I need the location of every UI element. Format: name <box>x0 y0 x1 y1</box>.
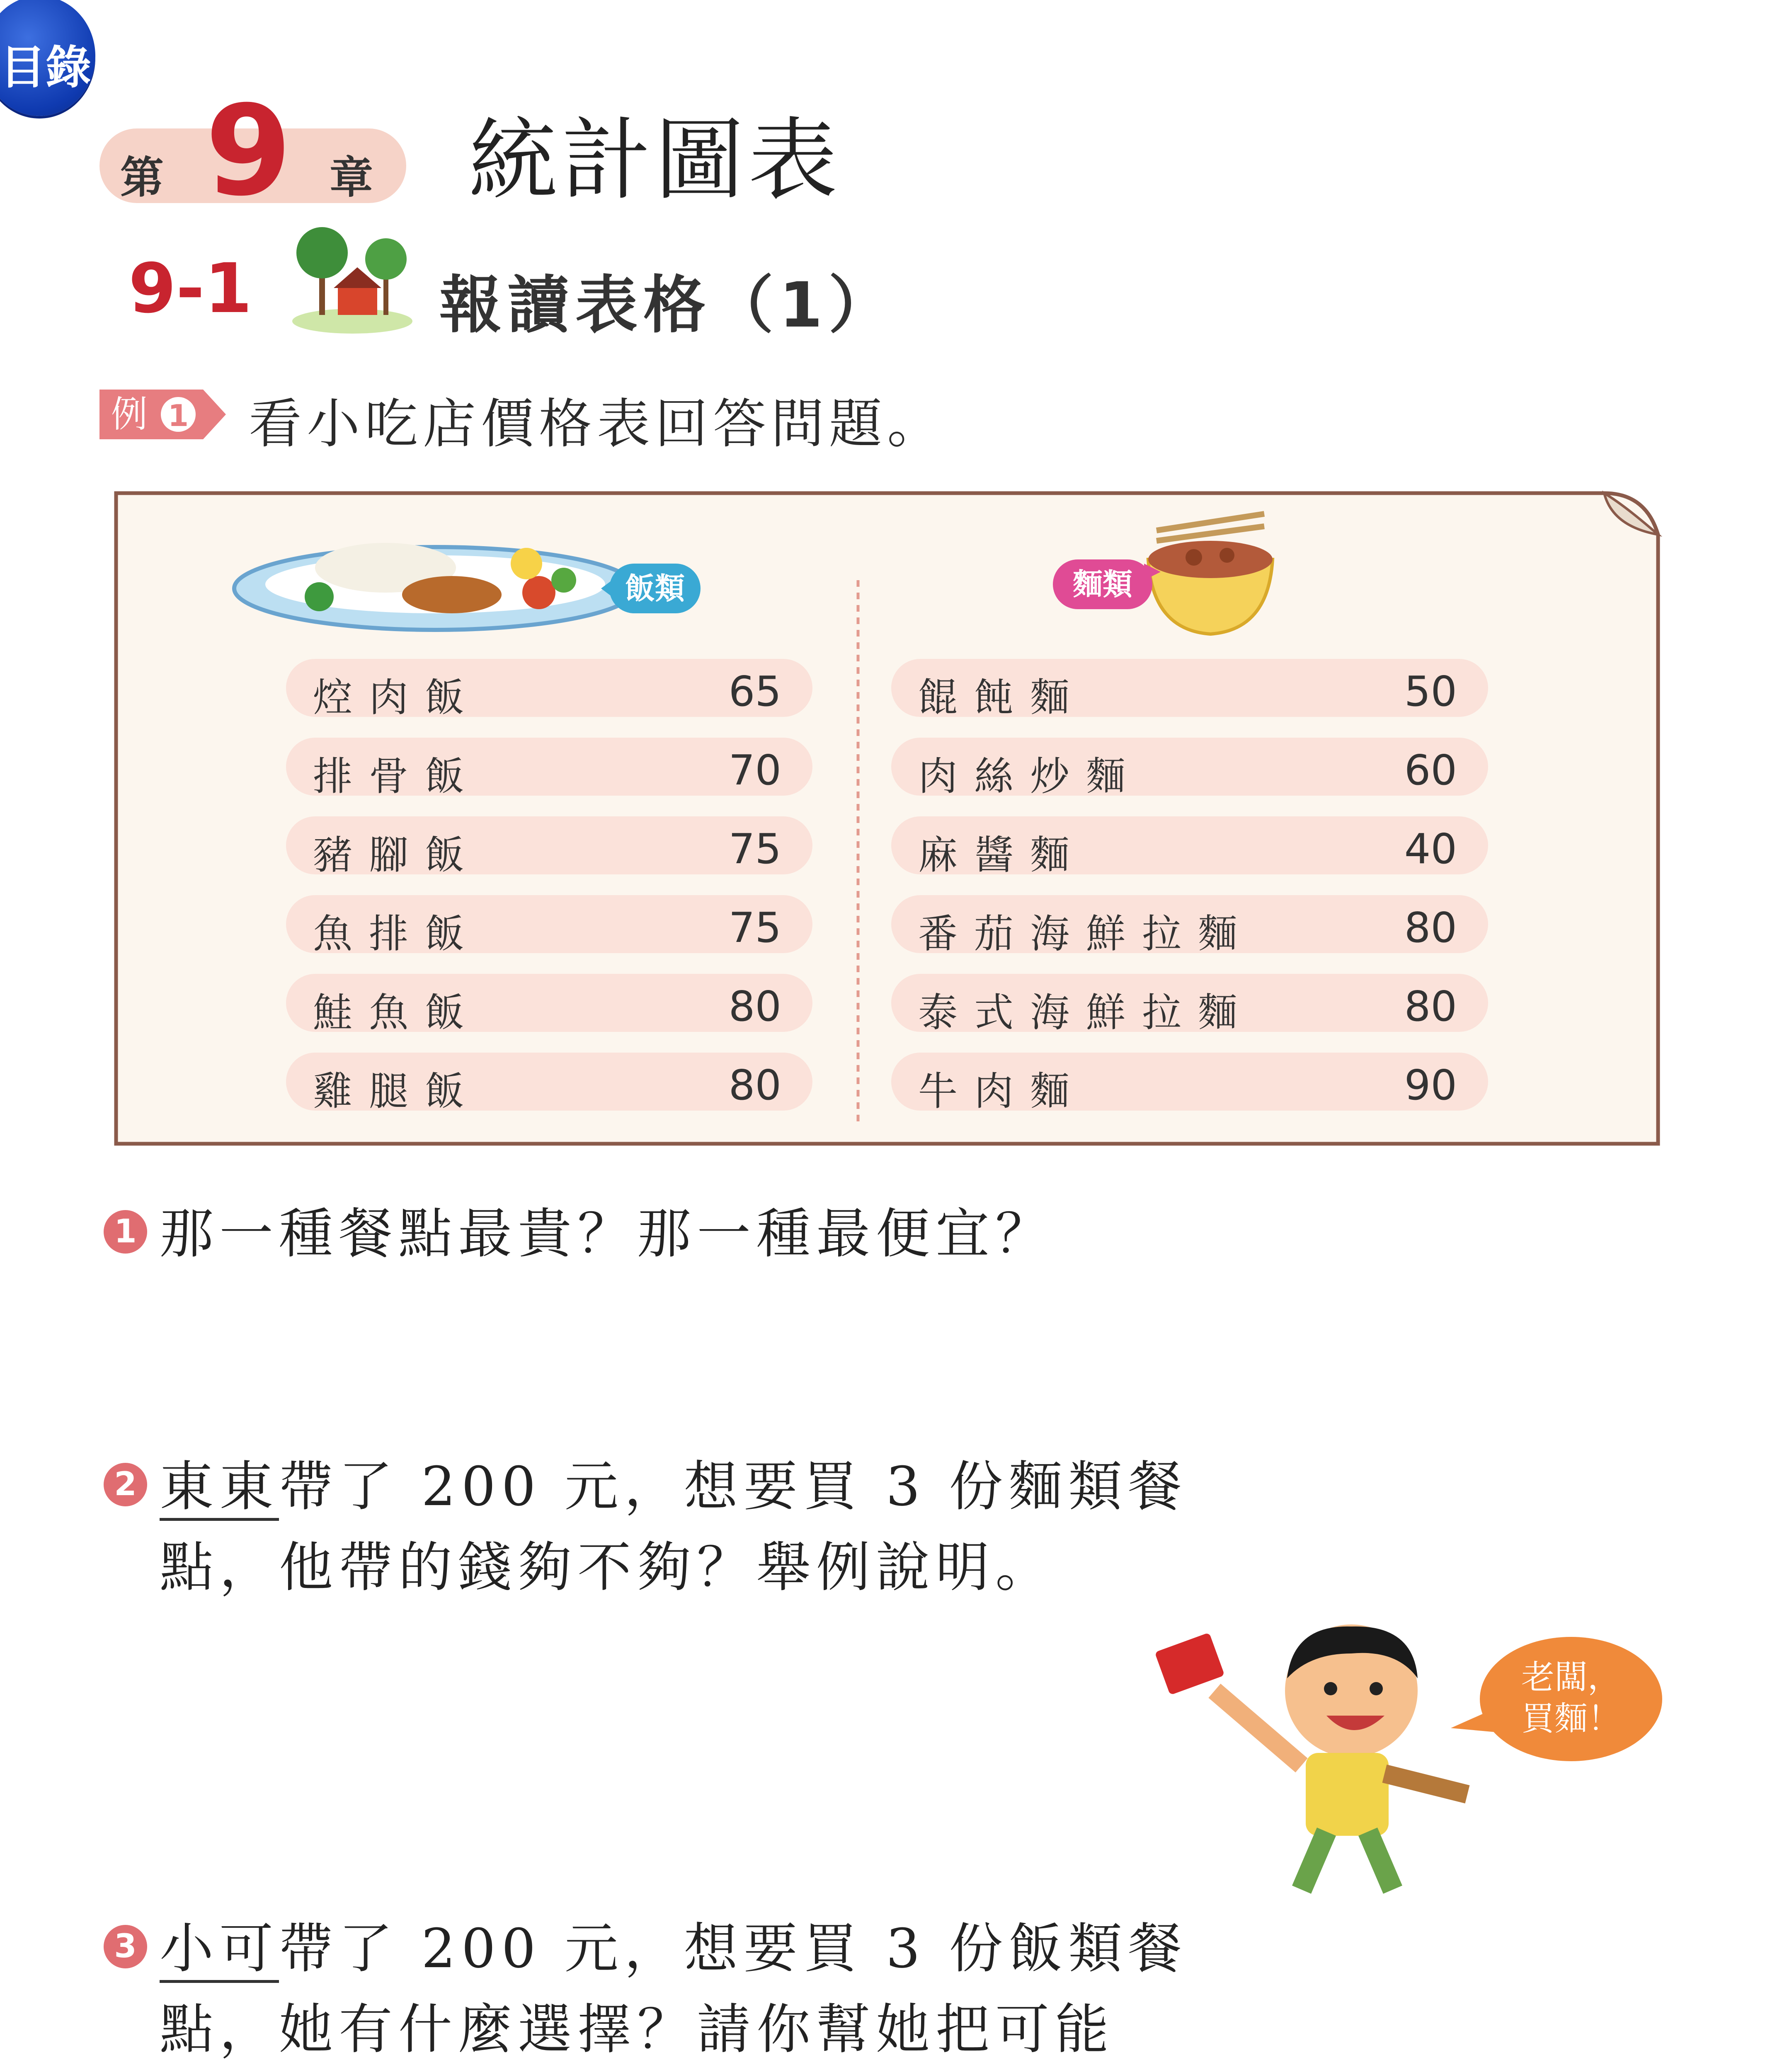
menu-item-name: 泰式海鮮拉麵 <box>918 990 1254 1036</box>
student-name: 東東 <box>160 1455 279 1521</box>
menu-item-price: 65 <box>728 667 781 716</box>
example-label: 例 <box>111 393 148 436</box>
boy-illustration <box>1152 1616 1691 1906</box>
menu-item-price: 80 <box>1404 982 1457 1031</box>
menu-row <box>286 1053 812 1114</box>
menu-item-name: 豬腳飯 <box>313 833 481 878</box>
menu-row <box>891 816 1488 878</box>
menu-item-price: 75 <box>728 903 781 952</box>
question-line <box>160 1446 1188 1527</box>
question-text: 帶了 200 元，想要買 3 份飯類餐 <box>279 1917 1188 1980</box>
question-text <box>160 2070 697 2072</box>
section-number: 9-1 <box>128 249 252 328</box>
menu-row <box>286 816 812 878</box>
menu-item-name: 鮭魚飯 <box>313 990 481 1036</box>
menu-item-price: 80 <box>728 982 781 1031</box>
chapter-prefix: 第 <box>120 152 164 203</box>
menu-row <box>286 974 812 1036</box>
question-line <box>160 1908 1188 1989</box>
menu-row <box>891 659 1488 721</box>
menu-item-name: 焢肉飯 <box>313 675 481 721</box>
menu-item-price: 90 <box>1404 1061 1457 1109</box>
menu-item-name: 魚排飯 <box>313 911 481 957</box>
menu-row <box>286 738 812 799</box>
menu-item-name: 肉絲炒麵 <box>918 754 1142 799</box>
speech-line: 老闆， <box>1521 1658 1621 1697</box>
toc-button[interactable] <box>0 0 95 116</box>
question-number: 2 <box>104 1463 147 1506</box>
chapter-suffix: 章 <box>330 152 373 203</box>
menu-item-name: 排骨飯 <box>313 754 481 799</box>
chapter-pill <box>99 79 406 223</box>
menu-row <box>286 659 812 721</box>
menu-item-price: 75 <box>728 825 781 873</box>
question-text: 點，他帶的錢夠不夠？舉例說明。 <box>160 1536 1055 1599</box>
question-text: 帶了 200 元，想要買 3 份麵類餐 <box>279 1455 1188 1518</box>
student-name: 小可 <box>160 1917 279 1983</box>
noodle-category-tag: 麵類 <box>1053 559 1152 609</box>
speech-line: 買麵！ <box>1521 1699 1621 1738</box>
menu-item-name: 餛飩麵 <box>918 675 1086 721</box>
rice-category-tag: 飯類 <box>609 564 701 613</box>
trees-house-icon <box>290 224 415 336</box>
menu-row <box>891 974 1488 1036</box>
menu-item-price: 80 <box>1404 903 1457 952</box>
menu-item-name: 雞腿飯 <box>313 1069 481 1114</box>
menu-item-price: 40 <box>1404 825 1457 873</box>
example-prompt: 看小吃店價格表回答問題。 <box>249 393 946 455</box>
chapter-number: 9 <box>205 79 292 223</box>
chapter-title: 統計圖表 <box>468 108 841 212</box>
menu-row <box>891 1053 1488 1114</box>
menu-item-price: 70 <box>728 746 781 794</box>
toc-label: 目錄 <box>0 41 91 94</box>
question-number: 1 <box>104 1210 147 1254</box>
question-text: 那一種餐點最貴？那一種最便宜？ <box>160 1202 1055 1265</box>
example-number: 1 <box>167 398 189 433</box>
menu-item-price: 80 <box>728 1061 781 1109</box>
menu-row <box>286 895 812 957</box>
menu-row <box>891 895 1488 957</box>
menu-item-name: 牛肉麵 <box>918 1069 1086 1114</box>
menu-row <box>891 738 1488 799</box>
section-title: 報讀表格（1） <box>439 269 897 341</box>
question-number: 3 <box>104 1925 147 1968</box>
question-text: 點，她有什麼選擇？請你幫她把可能 <box>160 1998 1115 2061</box>
menu-item-price: 50 <box>1404 667 1457 716</box>
menu-item-name: 番茄海鮮拉麵 <box>918 911 1254 957</box>
menu-item-price: 60 <box>1404 746 1457 794</box>
example-badge <box>99 385 228 443</box>
menu-item-name: 麻醬麵 <box>918 833 1086 878</box>
